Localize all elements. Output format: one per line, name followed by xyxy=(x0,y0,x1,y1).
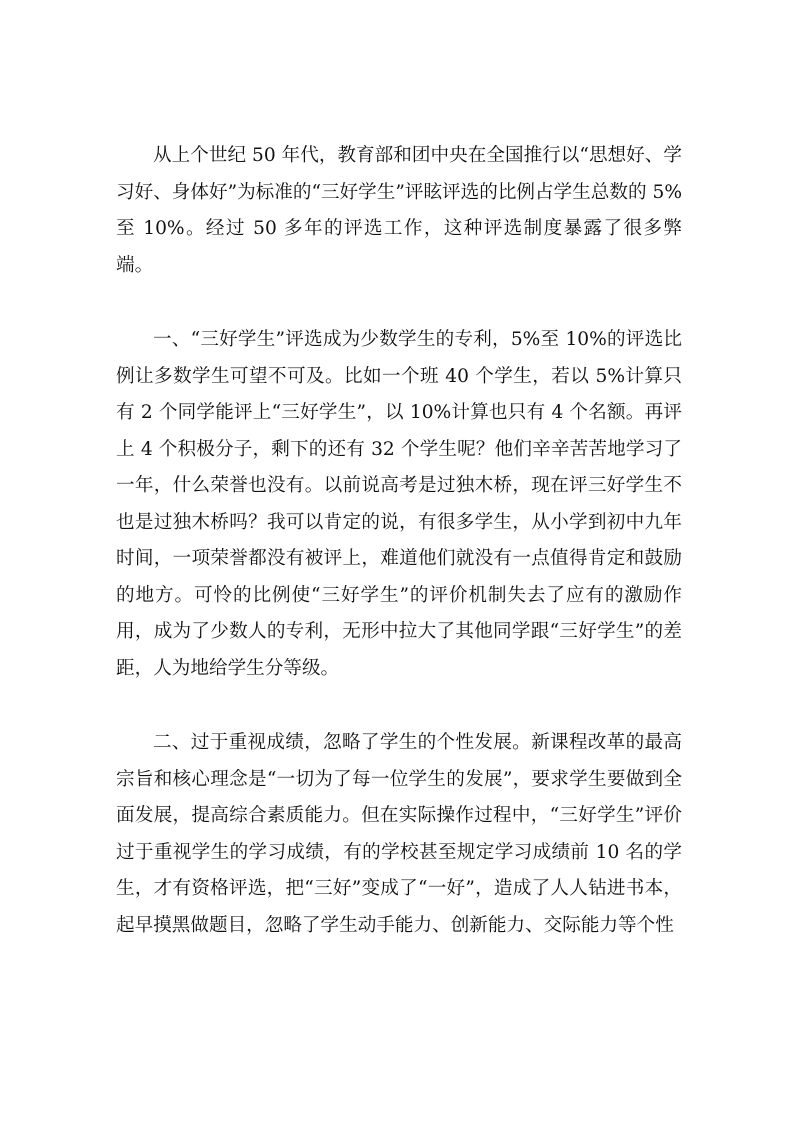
paragraph-intro: 从上个世纪 50 年代，教育部和团中央在全国推行以“思想好、学习好、身体好”为标准的“三好学生”评眩评选的比例占学生总数的 5%至 10%。经过 50 多年的评选工作，这种评选制度暴露了很多弊端。 xyxy=(116,145,682,276)
paragraph-point-two: 二、过于重视成绩，忽略了学生的个性发展。新课程改革的最高宗旨和核心理念是“一切为了每一位学生的发展”，要求学生要做到全面发展，提高综合素质能力。但在实际操作过程中，“三好学生”评价过于重视学生的学习成绩，有的学校甚至规定学习成绩前 10 名的学生，才有资格评选，把“三好”变成了“一好”，造成了人人钻进书本，起早摸黑做题目，忽略了学生动手能力、创新能力、交际能力等个性 xyxy=(116,732,682,936)
document-body xyxy=(116,138,682,944)
paragraph-point-one: 一、“三好学生”评选成为少数学生的专利，5%至 10%的评选比例让多数学生可望不可及。比如一个班 40 个学生，若以 5%计算只有 2 个同学能评上“三好学生”，以 10%计算也只有 4 个名额。再评上 4 个积极分子，剩下的还有 32 个学生呢？他们辛辛苦苦地学习了一年，什么荣誉也没有。以前说高考是过独木桥，现在评三好学生不也是过独木桥吗？我可以肯定的说，有很多学生，从小学到初中九年时间，一项荣誉都没有被评上，难道他们就没有一点值得肯定和鼓励的地方。可怜的比例使“三好学生”的评价机制失去了应有的激励作用，成为了少数人的专利，无形中拉大了其他同学跟“三好学生”的差距，人为地给学生分等级。 xyxy=(116,329,682,679)
